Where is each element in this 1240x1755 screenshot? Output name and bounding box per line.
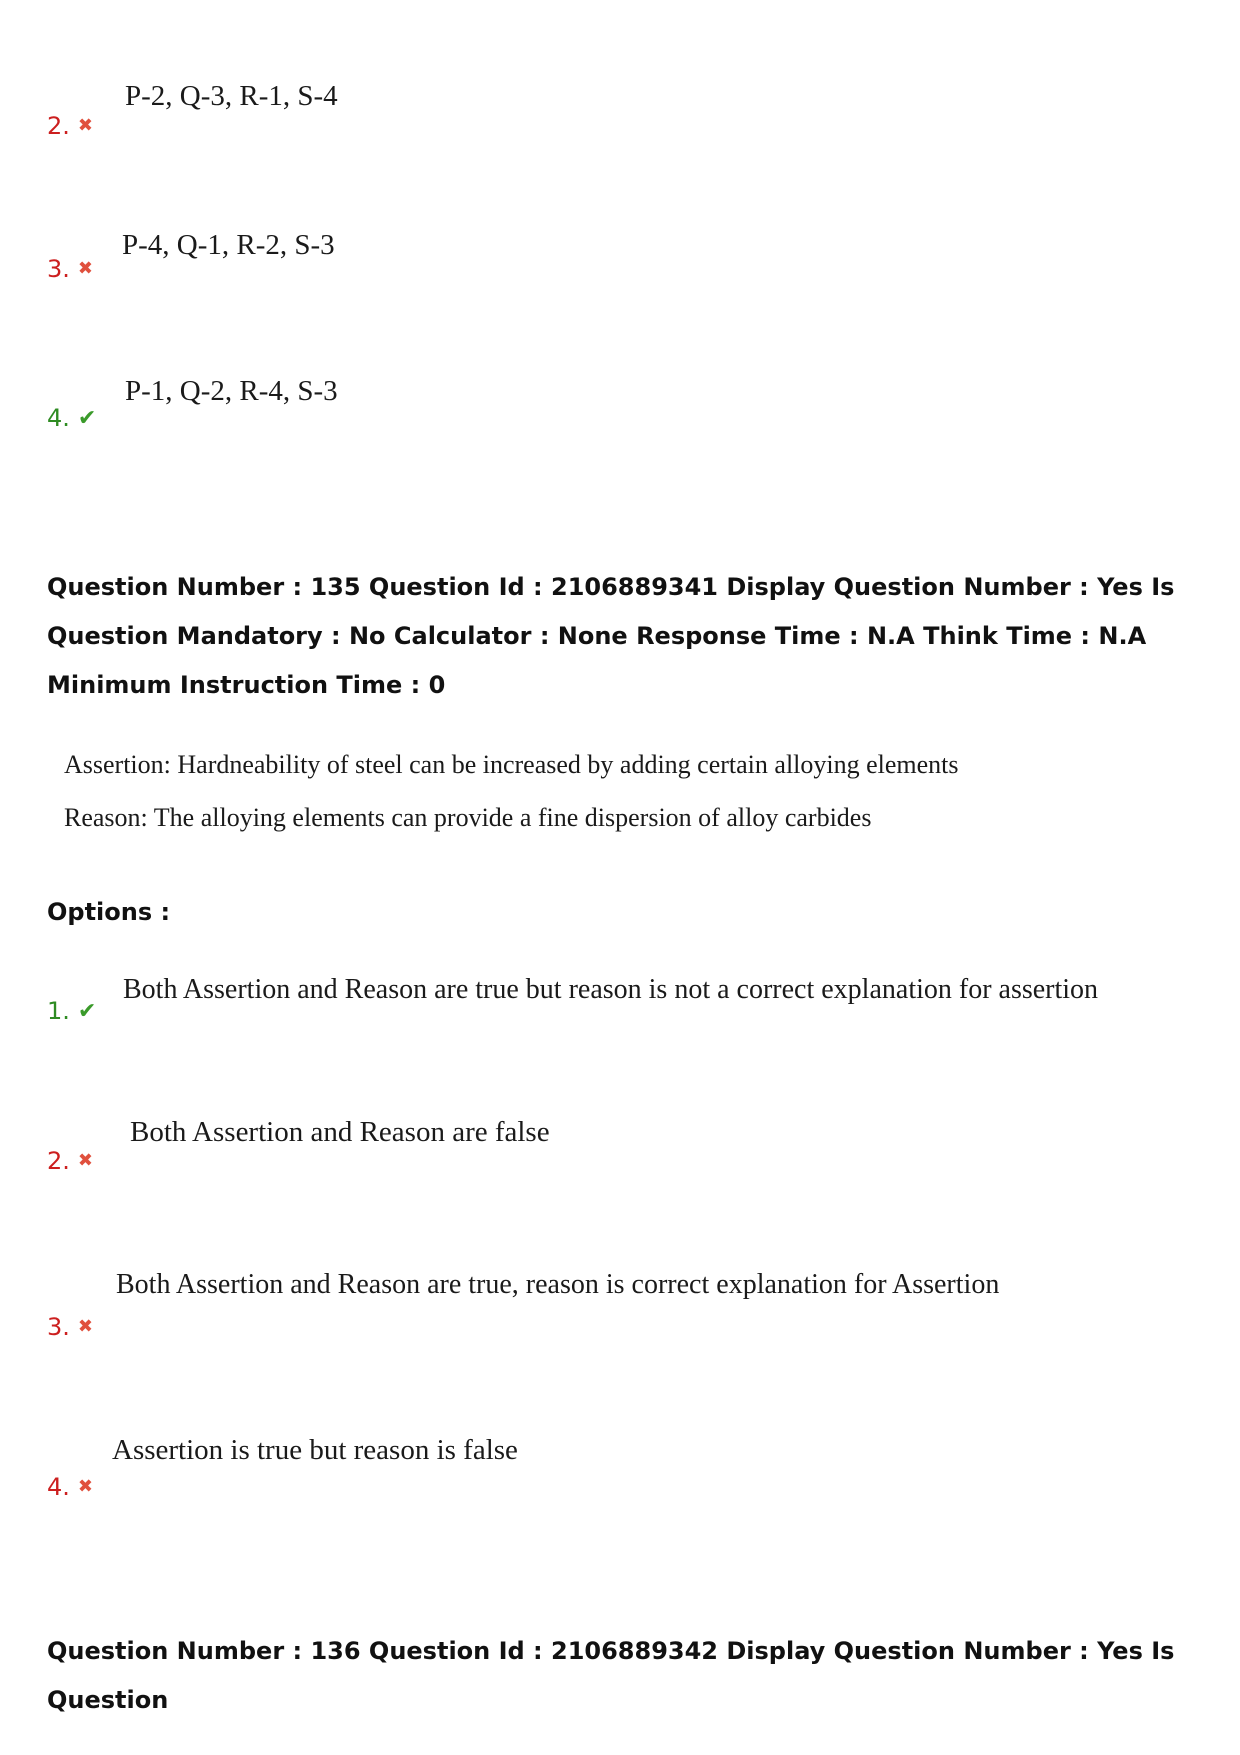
option-text: P-2, Q-3, R-1, S-4: [125, 80, 338, 112]
option-number: 2. ✖: [47, 112, 93, 140]
correct-check-icon: ✔: [77, 999, 97, 1024]
wrong-mark-icon: ✖: [77, 1150, 93, 1171]
option-text: Both Assertion and Reason are false: [130, 1116, 550, 1148]
option-text: Both Assertion and Reason are true, reason is correct explanation for Assertion: [116, 1269, 1000, 1300]
assertion-text: Assertion: Hardneability of steel can be increased by adding certain alloying elements: [64, 750, 959, 779]
options-label: Options :: [47, 898, 171, 926]
question-meta: Question Number : 136 Question Id : 2106889342 Display Question Number : Yes Is Question: [47, 1637, 1175, 1714]
wrong-mark-icon: ✖: [77, 1316, 93, 1337]
option-number: 4. ✔: [47, 404, 97, 432]
option-text: Both Assertion and Reason are true but reason is not a correct explanation for assertion: [123, 974, 1099, 1005]
option-number: 4. ✖: [47, 1473, 93, 1501]
option-text: P-1, Q-2, R-4, S-3: [125, 375, 338, 407]
wrong-mark-icon: ✖: [77, 1476, 93, 1497]
option-text: Assertion is true but reason is false: [112, 1434, 518, 1466]
option-number: 1. ✔: [47, 997, 97, 1025]
option-number: 2. ✖: [47, 1147, 93, 1175]
question-meta: Question Number : 135 Question Id : 2106889341 Display Question Number : Yes Is Question Mandatory : No Calculator : None Response Time : N.A Think Time : N.A Minimum Instruction Time : 0: [47, 573, 1175, 699]
correct-check-icon: ✔: [77, 406, 97, 431]
wrong-mark-icon: ✖: [77, 115, 93, 136]
wrong-mark-icon: ✖: [77, 258, 93, 279]
option-number: 3. ✖: [47, 255, 93, 283]
option-number: 3. ✖: [47, 1313, 93, 1341]
reason-text: Reason: The alloying elements can provide a fine dispersion of alloy carbides: [64, 803, 872, 832]
option-text: P-4, Q-1, R-2, S-3: [122, 229, 335, 261]
